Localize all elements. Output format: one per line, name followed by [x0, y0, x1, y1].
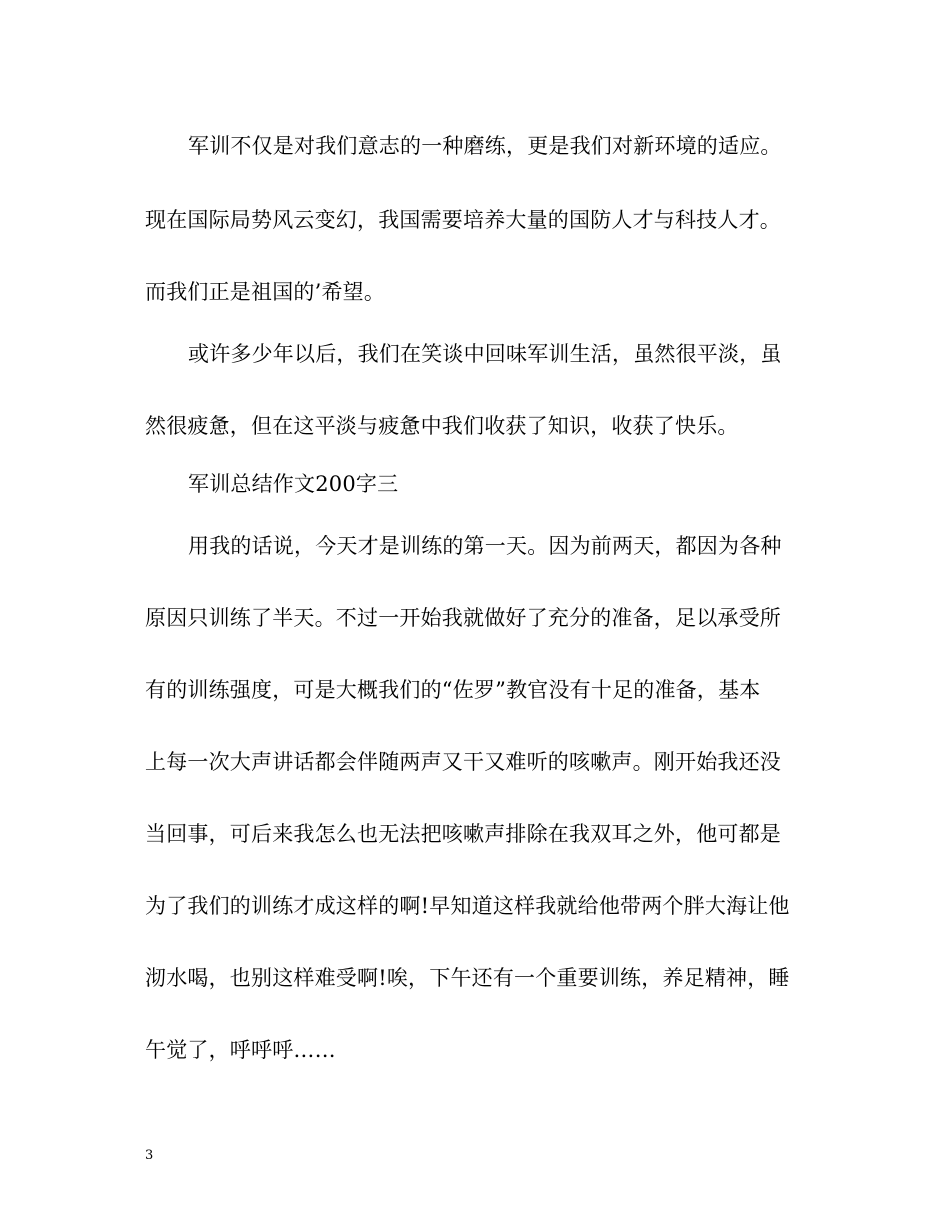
- paragraph-line: 有的训练强度，可是大概我们的“佐罗”教官没有十足的准备，基本: [145, 678, 761, 702]
- paragraph-line: 或许多少年以后，我们在笑谈中回味军训生活，虽然很平淡，虽: [188, 342, 782, 366]
- paragraph-line: 沏水喝，也别这样难受啊!唉，下午还有一个重要训练，养足精神，睡: [145, 966, 790, 990]
- paragraph-line: 军训不仅是对我们意志的一种磨练，更是我们对新环境的适应。: [188, 134, 782, 158]
- paragraph-line: 上每一次大声讲话都会伴随两声又干又难听的咳嗽声。刚开始我还没: [145, 750, 781, 774]
- paragraph-line: 用我的话说，今天才是训练的第一天。因为前两天，都因为各种: [188, 534, 782, 558]
- paragraph-line: 现在国际局势风云变幻，我国需要培养大量的国防人才与科技人才。: [145, 208, 781, 232]
- page-number: 3: [145, 1148, 154, 1163]
- paragraph-line: 为了我们的训练才成这样的啊!早知道这样我就给他带两个胖大海让他: [145, 894, 790, 918]
- paragraph-line: 原因只训练了半天。不过一开始我就做好了充分的准备，足以承受所: [145, 606, 781, 630]
- paragraph-line: 然很疲惫，但在这平淡与疲惫中我们收获了知识，收获了快乐。: [145, 414, 739, 438]
- paragraph-line: 午觉了，呼呼呼……: [145, 1038, 336, 1062]
- section-heading: 军训总结作文200字三: [188, 472, 399, 496]
- paragraph-line: 当回事，可后来我怎么也无法把咳嗽声排除在我双耳之外，他可都是: [145, 822, 781, 846]
- paragraph-line: 而我们正是祖国的’希望。: [145, 280, 386, 304]
